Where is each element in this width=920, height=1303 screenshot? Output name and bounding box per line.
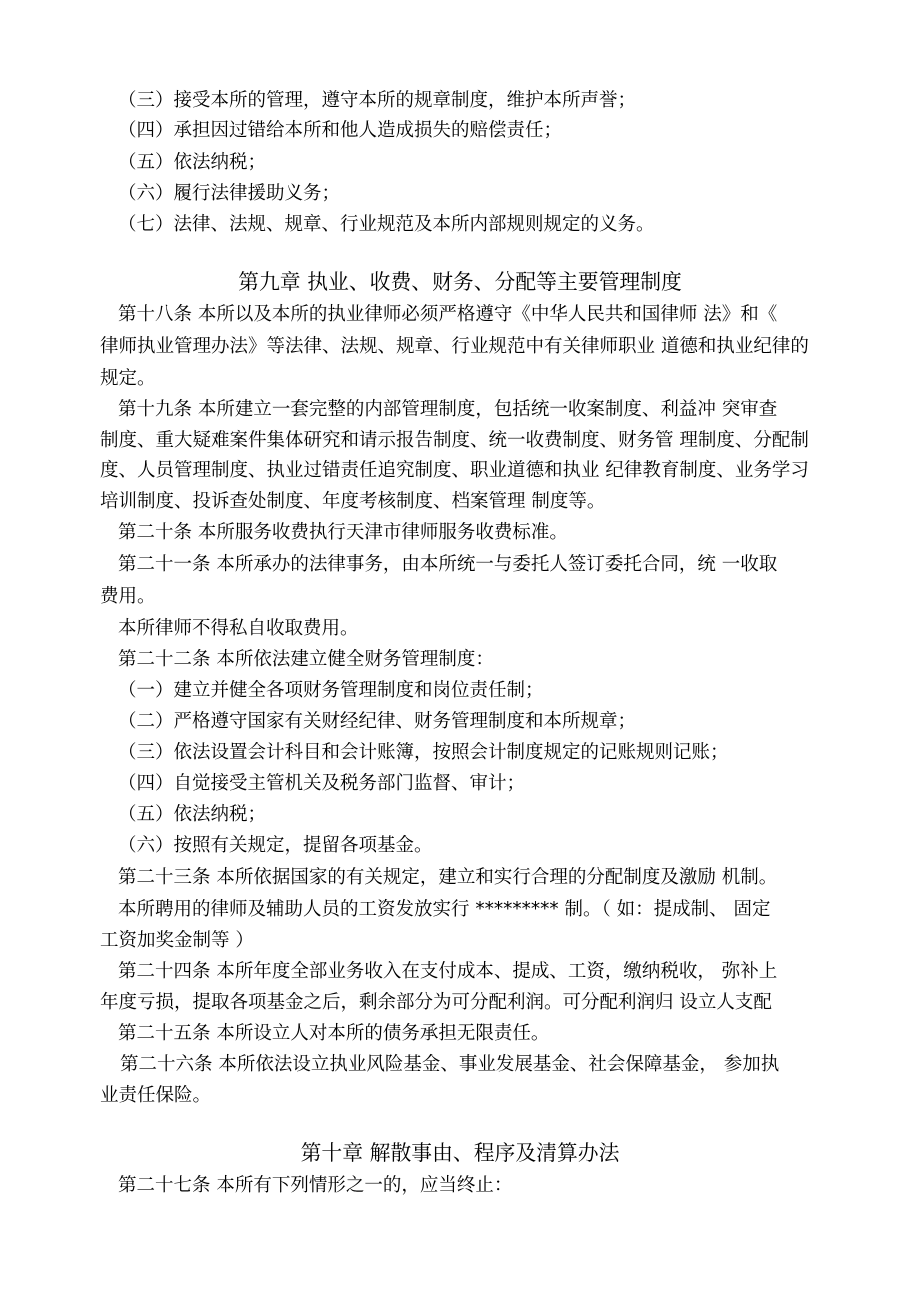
- article-19-line: 培训制度、投诉查处制度、年度考核制度、档案管理 制度等。: [100, 491, 606, 512]
- article-24-line: 第二十四条 本所年度全部业务收入在支付成本、提成、工资，缴纳税收， 弥补上: [118, 961, 778, 982]
- article-26-line: 第二十六条 本所依法设立执业风险基金、事业发展基金、社会保障基金， 参加执: [120, 1054, 780, 1075]
- list-item: （七）法律、法规、规章、行业规范及本所内部规则规定的义务。: [118, 214, 655, 235]
- list-item: （五）依法纳税；: [118, 152, 267, 173]
- article-23-note-line: 本所聘用的律师及辅助人员的工资发放实行 ********* 制。（ 如：提成制、 固定: [118, 899, 771, 920]
- article-25: 第二十五条 本所设立人对本所的债务承担无限责任。: [118, 1023, 550, 1044]
- list-item: （二）严格遵守国家有关财经纪律、财务管理制度和本所规章；: [118, 711, 637, 732]
- article-27: 第二十七条 本所有下列情形之一的，应当终止：: [118, 1175, 513, 1196]
- list-item: （六）按照有关规定，提留各项基金。: [118, 835, 433, 856]
- article-21-line: 第二十一条 本所承办的法律事务，由本所统一与委托人签订委托合同，统 一收取: [118, 554, 778, 575]
- list-item: （三）接受本所的管理，遵守本所的规章制度，维护本所声誉；: [118, 90, 637, 111]
- article-22: 第二十二条 本所依法建立健全财务管理制度：: [118, 649, 494, 670]
- article-21-line: 费用。: [100, 586, 156, 607]
- list-item: （三）依法设置会计科目和会计账簿，按照会计制度规定的记账规则记账；: [118, 742, 729, 763]
- article-19-line: 第十九条 本所建立一套完整的内部管理制度，包括统一收案制度、利益冲 突审查: [118, 399, 778, 420]
- article-23-note-line: 工资加奖金制等 ）: [100, 930, 254, 951]
- article-18-line: 第十八条 本所以及本所的执业律师必须严格遵守《中华人民共和国律师 法》和《: [118, 304, 778, 325]
- chapter-10-title: 第十章 解散事由、程序及清算办法: [300, 1141, 620, 1165]
- chapter-9-title: 第九章 执业、收费、财务、分配等主要管理制度: [238, 270, 682, 294]
- article-18-line: 规定。: [100, 368, 156, 389]
- article-24-line: 年度亏损，提取各项基金之后，剩余部分为可分配利润。可分配利润归 设立人支配: [100, 992, 772, 1013]
- list-item: （五）依法纳税；: [118, 804, 267, 825]
- list-item: （六）履行法律援助义务；: [118, 183, 341, 204]
- article-18-line: 律师执业管理办法》等法律、法规、规章、行业规范中有关律师职业 道德和执业纪律的: [100, 336, 809, 357]
- article-26-line: 业责任保险。: [100, 1085, 212, 1106]
- article-21-note: 本所律师不得私自收取费用。: [118, 618, 359, 639]
- list-item: （一）建立并健全各项财务管理制度和岗位责任制；: [118, 680, 544, 701]
- article-20: 第二十条 本所服务收费执行天津市律师服务收费标准。: [118, 522, 568, 543]
- list-item: （四）自觉接受主管机关及税务部门监督、审计；: [118, 773, 526, 794]
- list-item: （四）承担因过错给本所和他人造成损失的赔偿责任；: [118, 120, 563, 141]
- article-19-line: 制度、重大疑难案件集体研究和请示报告制度、统一收费制度、财务管 理制度、分配制: [100, 430, 809, 451]
- article-23: 第二十三条 本所依据国家的有关规定，建立和实行合理的分配制度及激励 机制。: [118, 867, 778, 888]
- article-19-line: 度、人员管理制度、执业过错责任追究制度、职业道德和执业 纪律教育制度、业务学习: [100, 460, 809, 481]
